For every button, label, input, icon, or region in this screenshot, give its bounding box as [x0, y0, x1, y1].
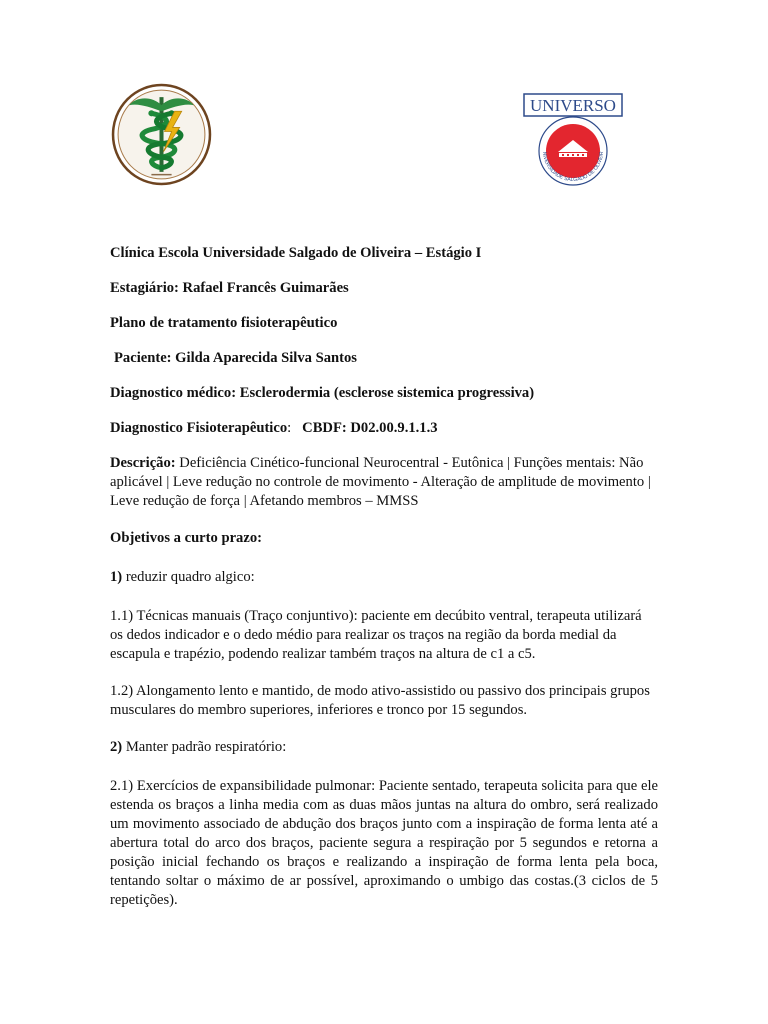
intern-line: Estagiário: Rafael Francês Guimarães	[110, 280, 349, 296]
physio-diagnosis-separator: :	[287, 420, 292, 436]
university-ring-text: NIVERSIDADE SALGADO DE OLIVEIR	[540, 151, 606, 184]
objective-1-number: 1)	[110, 569, 123, 585]
objective-1-title	[110, 568, 658, 587]
patient-line: Paciente: Gilda Aparecida Silva Santos	[114, 350, 357, 366]
description-label: Descrição:	[110, 455, 176, 471]
description-paragraph	[110, 454, 658, 511]
objective-1-1-paragraph: 1.1) Técnicas manuais (Traço conjuntivo): paciente em decúbito ventral, terapeuta utilizará os dedos indicador e o dedo médio para realizar os traços na região da borda medial da escapula e trapézio, podendo realizar também traços na altura de c1 a c5.	[110, 608, 642, 662]
physio-diagnosis-label: Diagnostico Fisioterapêutico	[110, 420, 288, 436]
caduceus-icon	[111, 83, 212, 186]
medical-diagnosis-line: Diagnostico médico: Esclerodermia (esclerose sistemica progressiva)	[110, 385, 535, 401]
document-body	[110, 244, 658, 910]
description-text: Deficiência Cinético-funcional Neurocentral - Eutônica | Funções mentais: Não aplicável | Leve redução no controle de movimento - Alteração de amplitude de movimento | Leve redução de força | Afetando membros – MMSS	[110, 455, 651, 509]
plan-title: Plano de tratamento fisioterapêutico	[110, 315, 338, 331]
objectives-heading: Objetivos a curto prazo:	[110, 530, 262, 546]
objective-2-text: Manter padrão respiratório:	[122, 739, 287, 755]
objective-1-2-paragraph: 1.2) Alongamento lento e mantido, de modo ativo-assistido ou passivo dos principais grupos musculares do membro superiores, inferiores e tronco por 15 segundos.	[110, 683, 650, 718]
objective-2-title	[110, 738, 658, 757]
objective-1-text: reduzir quadro algico:	[122, 569, 255, 585]
clinic-title: Clínica Escola Universidade Salgado de Oliveira – Estágio I	[110, 245, 482, 261]
university-logo	[522, 92, 624, 186]
objective-2-number: 2)	[110, 739, 123, 755]
physio-diagnosis-line	[110, 419, 658, 438]
university-logo-text: UNIVERSO	[530, 96, 616, 115]
objective-2-1-paragraph: 2.1) Exercícios de expansibilidade pulmonar: Paciente sentado, terapeuta solicita para que ele estenda os braços a linha media com as duas mãos juntas na altura do ombro, será realizado um movimento associado de abdução dos braços junto com a inspiração de forma lenta até a abertura total do arco dos braços, paciente segura a respiração por 5 segundos e retorna a posição inicial fechando os braços e realizando a inspiração de forma lenta pela boca, tentando soltar o máximo de ar possível, aproximando o umbigo das costas.(3 ciclos de 5 repetições).	[110, 778, 658, 908]
physio-diagnosis-code: CBDF: D02.00.9.1.1.3	[302, 420, 438, 436]
